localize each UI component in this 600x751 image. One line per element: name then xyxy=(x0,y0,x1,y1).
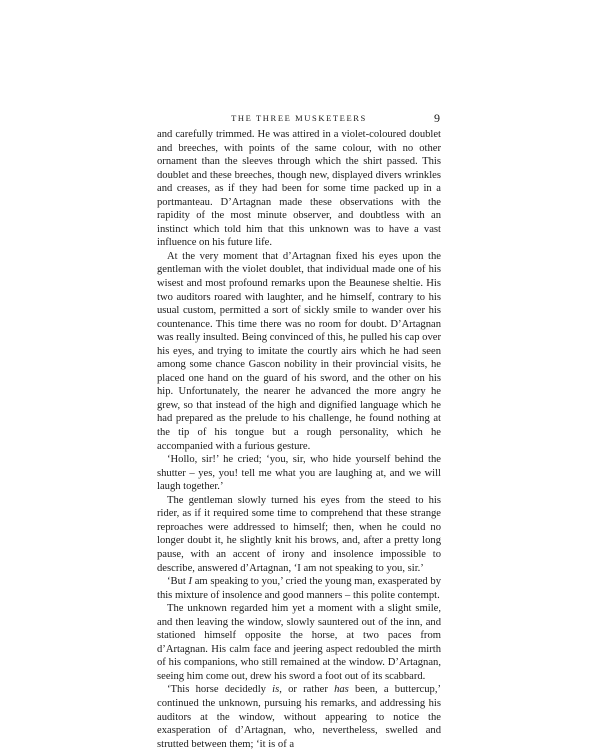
paragraph xyxy=(157,453,441,494)
text-run: been, a buttercup,’ continued the unknown, pursuing his remarks, and addressing his auditors at the window, without appearing to notice the exasperation of d’Artagnan, who, nevertheless, swelled and strutted between them; ‘it is of a xyxy=(157,684,441,750)
text-run: , or rather xyxy=(279,684,335,696)
paragraph xyxy=(157,575,441,602)
text-run: and carefully trimmed. He was attired in a violet-coloured doublet and breeches, with points of the same colour, with no other ornament than the sleeves through which the shirt passed. This doublet and these breeches, though new, displayed divers wrinkles and creases, as if they had been for some time packed up in a portmanteau. D’Artagnan made these observations with the rapidity of the most minute observer, and doubtless with an instinct which told him that this unknown was to have a vast influence on his future life. xyxy=(157,129,441,249)
paragraph xyxy=(157,683,441,751)
page-number: 9 xyxy=(434,111,440,125)
running-title: THE THREE MUSKETEERS xyxy=(231,113,367,123)
paragraph xyxy=(157,250,441,453)
italic-text: is xyxy=(272,684,280,696)
italic-text: I xyxy=(188,576,193,588)
text-run: ‘This horse decidedly xyxy=(167,684,273,696)
paragraph xyxy=(157,494,441,575)
text-run: ‘But xyxy=(167,576,189,588)
text-run: The gentleman slowly turned his eyes from the steed to his rider, as if it required some time to comprehend that these strange reproaches were addressed to himself; then, when he could no longer doubt it, he slightly knit his brows, and, after a pretty long pause, with an accent of irony and insolence impossible to describe, answered d’Artagnan, ‘I am not speaking to you, sir.’ xyxy=(157,494,441,574)
running-head xyxy=(157,113,441,127)
text-run: am speaking to you,’ cried the young man, exasperated by this mixture of insolence and good manners – this polite contempt. xyxy=(157,576,441,601)
paragraph xyxy=(157,128,441,250)
paragraph xyxy=(157,602,441,683)
text-run: ‘Hollo, sir!’ he cried; ‘you, sir, who hide yourself behind the shutter – yes, you! tell me what you are laughing at, and we will laugh together.’ xyxy=(157,454,441,493)
italic-text: has xyxy=(334,684,349,696)
body-text xyxy=(157,128,441,751)
text-run: The unknown regarded him yet a moment with a slight smile, and then leaving the window, slowly sauntered out of the inn, and stationed himself opposite the horse, at two paces from d’Artagnan. His calm face and jeering aspect redoubled the mirth of his companions, who still remained at the window. D’Artagnan, seeing him come out, drew his sword a foot out of its scabbard. xyxy=(157,603,441,682)
text-run: At the very moment that d’Artagnan fixed his eyes upon the gentleman with the violet doublet, that individual made one of his wisest and most profound remarks upon the Beaunese sheltie. His two auditors roared with laughter, and he himself, contrary to his usual custom, permitted a sort of sickly smile to wander over his countenance. This time there was no room for doubt. D’Artagnan was really insulted. Being convinced of this, he pulled his cap over his eyes, and trying to imitate the courtly airs which he had seen among some chance Gascon nobility in their provincial visits, he placed one hand on the guard of his sword, and the other on his hip. Unfortunately, the nearer he advanced the more angry he grew, so that instead of the high and dignified language which he had prepared as the prelude to his challenge, he found nothing at the tip of his tongue but a rough personality, which he accompanied with a furious gesture. xyxy=(157,250,441,452)
